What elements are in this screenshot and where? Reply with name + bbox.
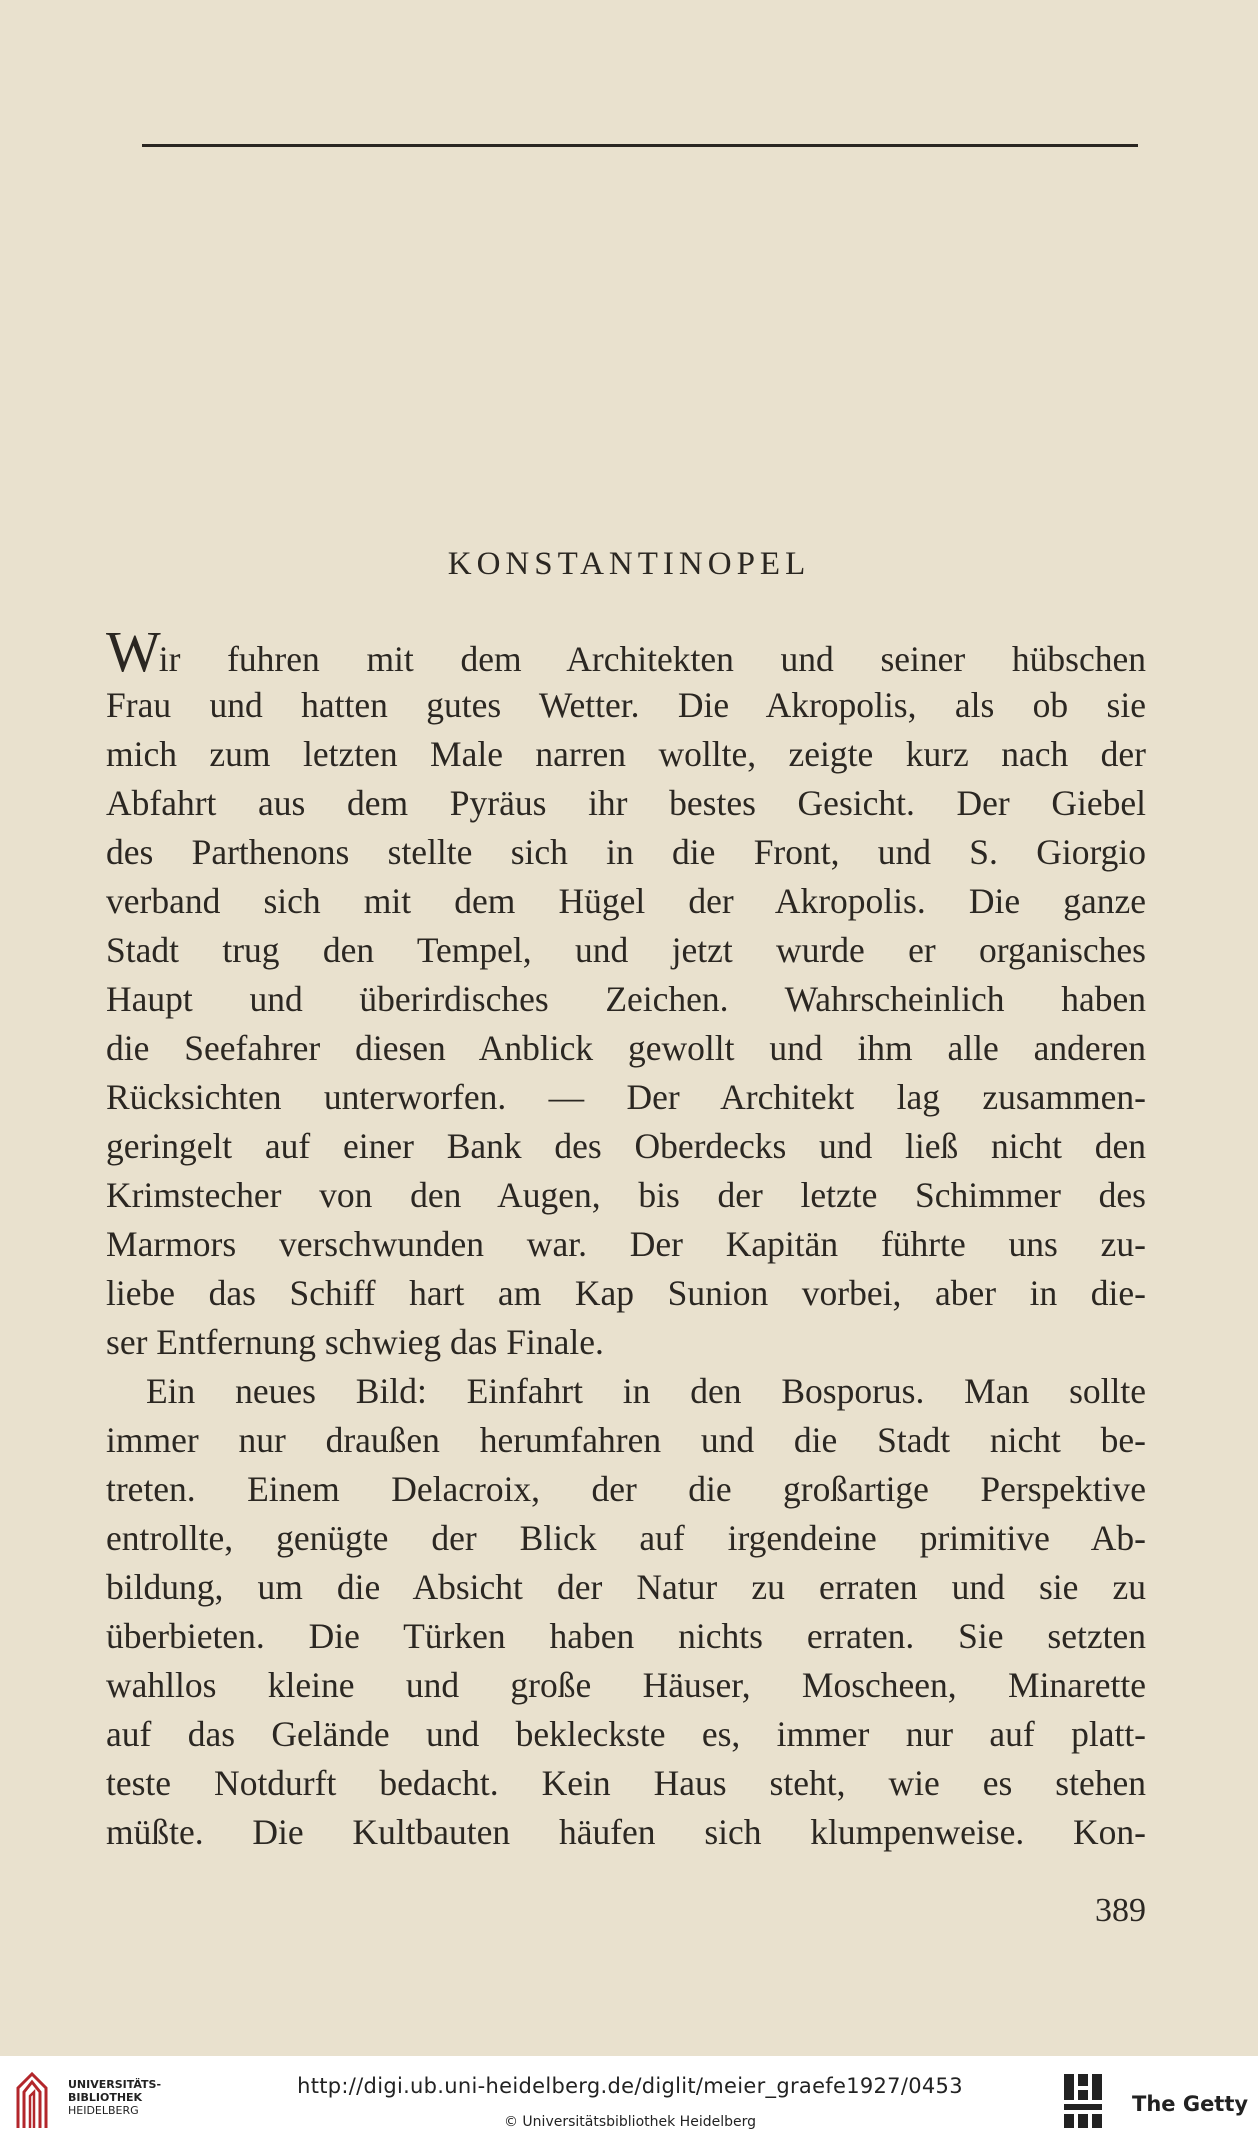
- text-line: Wir fuhren mit dem Architekten und seiner hübschen: [106, 619, 1146, 684]
- library-name: UNIVERSITÄTS- BIBLIOTHEK HEIDELBERG: [68, 2078, 162, 2117]
- drop-cap: W: [106, 619, 159, 684]
- text-line: Abfahrt aus dem Pyräus ihr bestes Gesicht. Der Giebel: [106, 783, 1146, 823]
- text-line: bildung, um die Absicht der Natur zu erraten und sie zu: [106, 1567, 1146, 1607]
- text-line: Ein neues Bild: Einfahrt in den Bosporus. Man sollte: [146, 1371, 1146, 1411]
- text-line: überbieten. Die Türken haben nichts erraten. Sie setzten: [106, 1616, 1146, 1656]
- body-text: [106, 619, 1146, 1857]
- chapter-title: KONSTANTINOPEL: [447, 546, 811, 582]
- text-line: Stadt trug den Tempel, und jetzt wurde er organisches: [106, 930, 1146, 970]
- text-line: ser Entfernung schwieg das Finale.: [106, 1322, 604, 1362]
- text-line: Marmors verschwunden war. Der Kapitän führte uns zu-: [106, 1224, 1146, 1264]
- text-line: teste Notdurft bedacht. Kein Haus steht, wie es stehen: [106, 1763, 1146, 1803]
- header-rule: [142, 144, 1138, 147]
- text-line: Rücksichten unterworfen. — Der Architekt lag zusammen-: [106, 1077, 1146, 1117]
- page-number: 389: [1095, 1892, 1146, 1929]
- getty-logo-icon: [1060, 2068, 1106, 2134]
- text-line: immer nur draußen herumfahren und die Stadt nicht be-: [106, 1420, 1146, 1460]
- digitization-footer: [0, 2056, 1258, 2146]
- text-line: liebe das Schiff hart am Kap Sunion vorbei, aber in die-: [106, 1273, 1146, 1313]
- text-line: Krimstecher von den Augen, bis der letzte Schimmer des: [106, 1175, 1146, 1215]
- copyright-notice: © Universitätsbibliothek Heidelberg: [503, 2114, 756, 2130]
- text-line: geringelt auf einer Bank des Oberdecks und ließ nicht den: [106, 1126, 1146, 1166]
- getty-name: The Getty: [1132, 2092, 1249, 2116]
- source-url[interactable]: http://digi.ub.uni-heidelberg.de/diglit/meier_graefe1927/0453: [297, 2074, 963, 2098]
- text-line: mich zum letzten Male narren wollte, zeigte kurz nach der: [106, 734, 1146, 774]
- university-library-logo-icon: [10, 2068, 56, 2134]
- text-line: Frau und hatten gutes Wetter. Die Akropolis, als ob sie: [106, 685, 1146, 725]
- text-line: müßte. Die Kultbauten häufen sich klumpenweise. Kon-: [106, 1812, 1146, 1852]
- text-line: treten. Einem Delacroix, der die großartige Perspektive: [106, 1469, 1146, 1509]
- text-line: verband sich mit dem Hügel der Akropolis. Die ganze: [106, 881, 1146, 921]
- text-line: die Seefahrer diesen Anblick gewollt und ihm alle anderen: [106, 1028, 1146, 1068]
- text-line: entrollte, genügte der Blick auf irgendeine primitive Ab-: [106, 1518, 1146, 1558]
- text-line: wahllos kleine und große Häuser, Moscheen, Minarette: [106, 1665, 1146, 1705]
- text-line: auf das Gelände und bekleckste es, immer nur auf platt-: [106, 1714, 1146, 1754]
- text-line: Haupt und überirdisches Zeichen. Wahrscheinlich haben: [106, 979, 1146, 1019]
- text-line: des Parthenons stellte sich in die Front, und S. Giorgio: [106, 832, 1146, 872]
